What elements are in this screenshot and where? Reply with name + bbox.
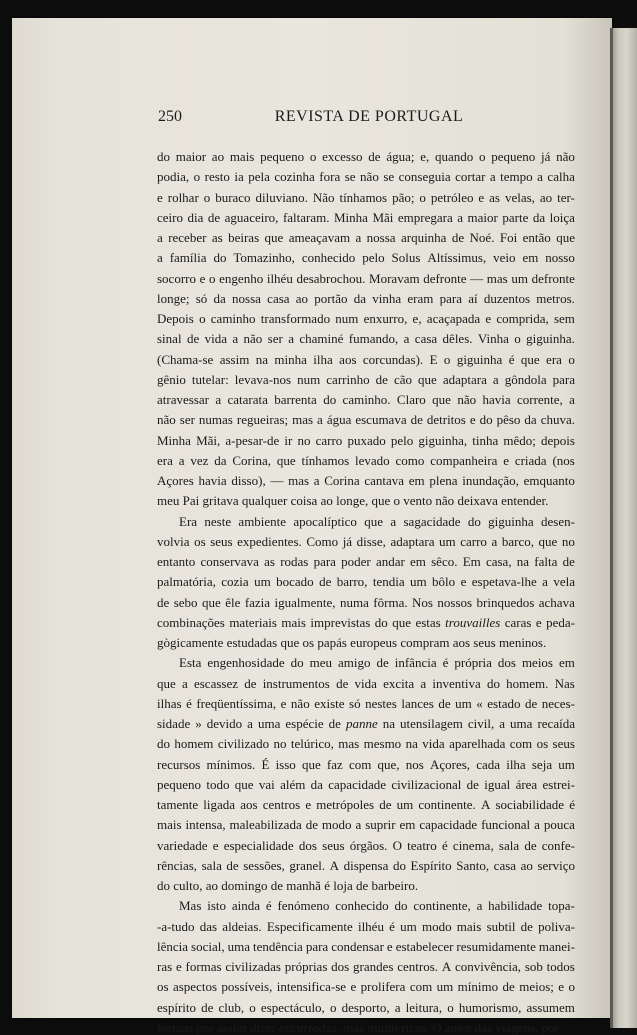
- text-line: os aspectos possíveis, intensifica-se e prolifera com um mínimo de meios; e o: [157, 979, 575, 995]
- text-line: que a escassez de instrumentos de vida excita a inventiva do homem. Nas: [157, 675, 575, 691]
- text-line: mais intensa, maleabilizada de modo a suprir em capacidade funcional a pouca: [157, 817, 575, 833]
- page-number: 250: [158, 108, 182, 125]
- text-line: ilhas é freqüentíssima, e não existe só nestes lances de um « estado de neces-: [157, 695, 575, 711]
- text-line: -a-tudo das aldeias. Especificamente ilhéu é um modo mais subtil de poliva-: [157, 918, 575, 934]
- text-line: meu Pai gritava qualquer coisa ao longe, que o vento não deixava entender.: [157, 493, 549, 509]
- text-line: Era neste ambiente apocalíptico que a sagacidade do giguinha desen-: [179, 513, 575, 529]
- text-line: longe; só da nossa casa ao portão da vinha eram para aí duzentos metros.: [157, 290, 575, 306]
- text-line: entanto conservava as rodas para poder andar em sêco. Em casa, na falta de: [157, 554, 575, 569]
- text-line: Mas isto ainda é fenómeno conhecido do continente, a habilidade topa-: [179, 898, 575, 914]
- text-line: recursos mínimos. É isso que faz com que, nos Açores, cada ilha seja um: [157, 756, 575, 772]
- text-line: combinações materiais mais imprevistas do que estas trouvailles caras e peda-: [157, 614, 575, 630]
- text-line: Depois o caminho transformado num enxurro, e, acaçapada e comprida, sem: [157, 311, 575, 326]
- text-line: volvia os seus expedientes. Como já disse, adaptara um carro a barco, que no: [157, 533, 575, 549]
- text-line: gênio tutelar: levava-nos num carrinho de cão que adaptara a gôndola para: [157, 371, 575, 387]
- running-head: [158, 108, 570, 128]
- text-line: lência social, uma tendência para condensar e estabelecer resumidamente manei-: [157, 938, 575, 954]
- text-line: sidade » devido a uma espécie de panne na utensilagem civil, a uma recaída: [157, 716, 575, 731]
- text-line: Esta engenhosidade do meu amigo de infância é própria dos meios em: [179, 655, 575, 671]
- text-line: rências, sala de sessões, granel. A dispensa do Espírito Santo, casa ao serviço: [157, 857, 575, 873]
- text-line: de sebo que êle fazia igualmente, numa fôrma. Nos nossos brinquedos achava: [157, 594, 575, 610]
- text-line: a família do Tomazinho, conhecido pelo Solus Altíssimus, veio em nosso: [157, 250, 575, 266]
- text-line: socorro e o engenho ilhéu desabrochou. Moravam defronte — mas um defronte: [157, 270, 575, 286]
- text-line: atravessar a catarata barrenta do caminho. Claro que não havia corrente, a: [157, 392, 575, 407]
- text-line: ceiro dia de aguaceiro, faltaram. Minha Mãi empregara a maior parte da loiça: [157, 209, 575, 225]
- text-line: (Chama-se assim na minha ilha aos corcundas). E o giguinha é que era o: [157, 351, 575, 367]
- text-line: ras e formas civilizadas próprias dos grandes centros. A convivência, sob todos: [157, 959, 575, 974]
- text-line: do culto, ao domingo de manhã é loja de barbeiro.: [157, 878, 419, 893]
- text-line: podia, o resto ia pela cozinha fora se não se conseguia cortar a tempo a calha: [157, 169, 575, 185]
- text-line: era a vez da Corina, que tínhamos levado como companheira e criada (nos: [157, 452, 575, 468]
- text-line: gògicamente estudadas que os papás europeus compram aos seus meninos.: [157, 635, 547, 650]
- text-line: variedade e especialidade dos seus órgãos. O teatro é cinema, sala de confe-: [157, 837, 575, 853]
- text-line: formas por assim dizer encurtadas, mas muito ricas. O amor das viagens, por: [157, 1019, 559, 1035]
- text-line: e rolhar o buraco diluviano. Não tínhamos pão; o petróleo e as velas, ao ter-: [157, 189, 575, 205]
- text-line: espírito de club, o espectáculo, o desporto, a leitura, o humorismo, assumem: [157, 999, 575, 1015]
- text-line: Açores havia disso), — mas a Corina cantava em plena inundação, emquanto: [157, 473, 575, 488]
- journal-title: REVISTA DE PORTUGAL: [274, 108, 464, 125]
- text-line: tamente ligada aos centros e metrópoles de um continente. A sociabilidade é: [157, 797, 575, 812]
- text-line: sinal de vida a não ser a chaminé fumando, a casa dêles. Vinha o giguinha.: [157, 331, 575, 347]
- text-line: Minha Mãi, a-pesar-de ir no carro puxado pelo giguinha, tinha mêdo; depois: [157, 432, 575, 448]
- text-line: pequeno todo que vai além da capacidade civilizacional de igual área estrei-: [157, 776, 575, 792]
- facing-page-edge: [610, 28, 637, 1028]
- text-line: do homem civilizado no telúrico, mas mesmo na vida aparelhada com os seus: [157, 736, 575, 752]
- body-text: [157, 147, 575, 1035]
- text-line: do maior ao mais pequeno o excesso de água; e, quando o pequeno já não: [157, 149, 575, 164]
- text-line: palmatória, cozia um bocado de barro, tendia um bôlo e espetava-lhe a vela: [157, 574, 575, 590]
- text-line: não ser numas regueiras; mas a água escumava de detritos e do pêso da chuva.: [157, 412, 575, 428]
- text-line: a receber as beiras que ameaçavam a nossa arquinha de Noé. Foi então que: [157, 230, 575, 245]
